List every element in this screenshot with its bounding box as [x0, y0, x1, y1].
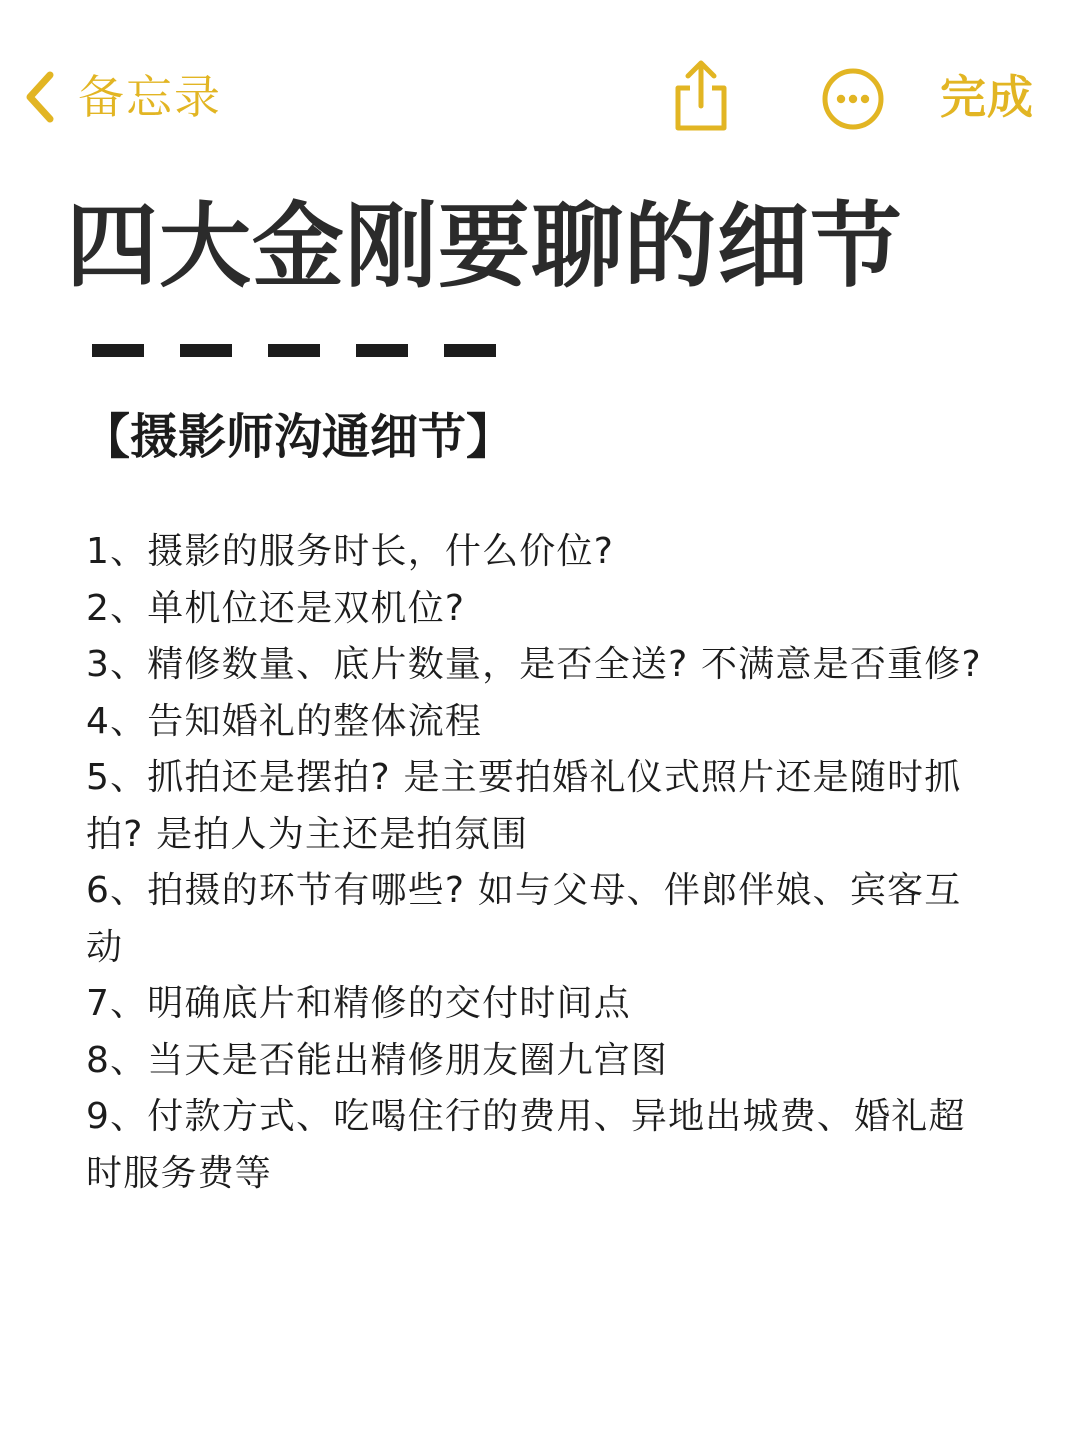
navigation-bar	[0, 0, 1077, 190]
list-item: 4、告知婚礼的整体流程	[86, 700, 483, 742]
back-button-label: 备忘录	[78, 70, 222, 124]
list-item: 8、当天是否能出精修朋友圈九宫图	[86, 1039, 669, 1081]
list-item: 2、单机位还是双机位?	[86, 587, 466, 629]
list-item: 3、精修数量、底片数量，是否全送? 不满意是否重修?	[86, 644, 982, 685]
share-icon	[668, 119, 734, 138]
more-button[interactable]	[820, 66, 886, 132]
note-title: 四大金刚要聊的细节	[66, 193, 904, 300]
list-item: 6、拍摄的环节有哪些? 如与父母、伴郎伴娘、宾客互动	[86, 870, 962, 968]
list-item: 9、付款方式、吃喝住行的费用、异地出城费、婚礼超时服务费等	[86, 1096, 966, 1194]
divider-dash	[444, 344, 496, 357]
done-button[interactable]: 完成	[940, 70, 1034, 124]
list-item: 5、抓拍还是摆拍? 是主要拍婚礼仪式照片还是随时抓拍? 是拍人为主还是拍氛围	[86, 757, 962, 855]
divider-dash	[92, 344, 144, 357]
divider-dash	[356, 344, 408, 357]
divider-dash	[268, 344, 320, 357]
share-button[interactable]	[668, 58, 734, 134]
divider-dash	[180, 344, 232, 357]
chevron-left-icon	[22, 69, 56, 125]
back-button[interactable]	[22, 62, 222, 132]
ellipsis-circle-icon	[820, 117, 886, 136]
list-item: 7、明确底片和精修的交付时间点	[86, 983, 631, 1024]
list-item: 1、摄影的服务时长，什么价位?	[86, 531, 615, 572]
checklist	[86, 524, 996, 1202]
dash-divider	[92, 344, 532, 357]
section-heading: 【摄影师沟通细节】	[82, 409, 515, 465]
